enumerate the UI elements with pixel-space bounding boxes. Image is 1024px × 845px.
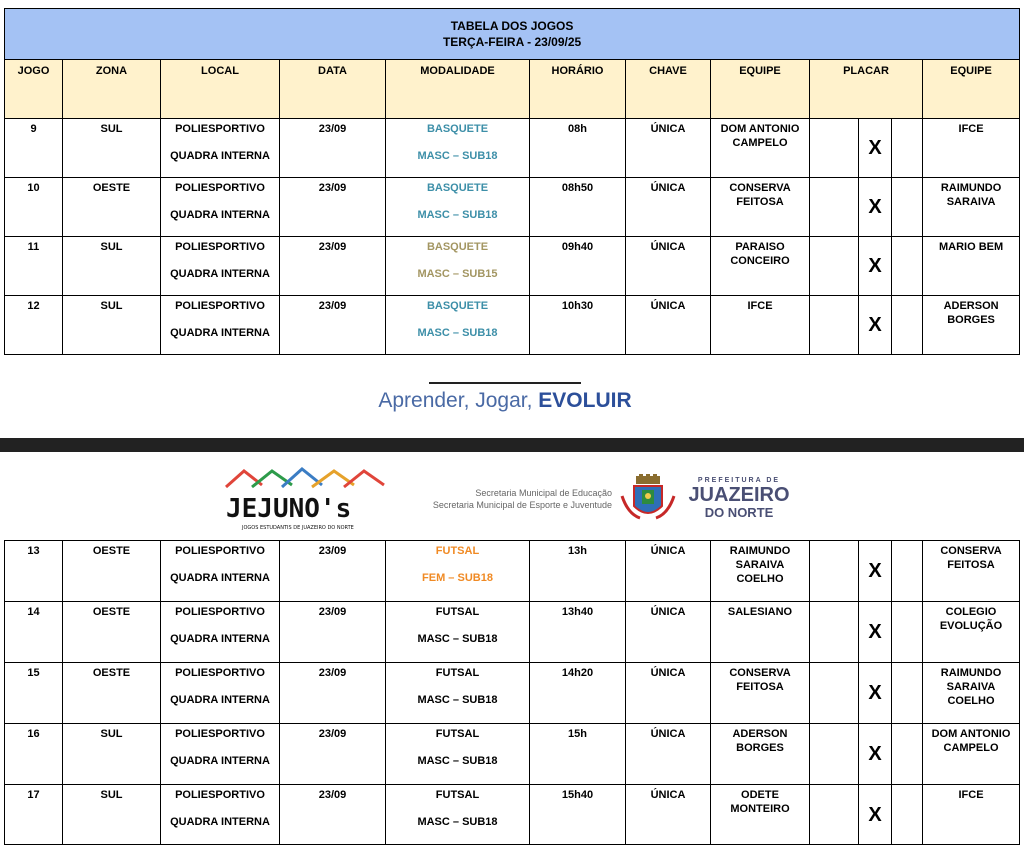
local-line-1: POLIESPORTIVO [175, 789, 265, 801]
header-placar: PLACAR [810, 60, 923, 119]
placar-score-1 [810, 237, 859, 296]
placar-score-1 [810, 785, 859, 845]
cell-jogo [5, 785, 63, 845]
slogan-part2: EVOLUIR [538, 389, 632, 412]
placar-score-2 [892, 178, 923, 237]
horario-value: 13h [568, 545, 587, 557]
cell-modalidade [386, 602, 530, 663]
header-data: DATA [280, 60, 386, 119]
header-chave: CHAVE [626, 60, 711, 119]
equipe-1-name: IFCE [747, 300, 773, 312]
jogo-number: 16 [27, 728, 40, 740]
prefeitura-logo [684, 477, 794, 519]
versus-mark: X [868, 196, 882, 218]
cell-jogo [5, 724, 63, 785]
cell-versus [859, 296, 892, 355]
local-line-1: POLIESPORTIVO [175, 728, 265, 740]
cell-versus [859, 785, 892, 845]
placar-score-1 [810, 602, 859, 663]
placar-score-2 [892, 237, 923, 296]
placar-score-2 [892, 296, 923, 355]
cell-zona [63, 663, 161, 724]
games-bottom-body [5, 541, 1020, 845]
cell-chave [626, 785, 711, 845]
cell-local [161, 119, 280, 178]
table-subtitle: TERÇA-FEIRA - 23/09/25 [442, 35, 582, 49]
cell-local [161, 178, 280, 237]
cell-local [161, 541, 280, 602]
header-zona: ZONA [63, 60, 161, 119]
jogo-number: 15 [27, 667, 40, 679]
header-row [5, 60, 1020, 119]
cell-jogo [5, 296, 63, 355]
cell-data [280, 296, 386, 355]
local-line-2: QUADRA INTERNA [170, 694, 270, 706]
cell-horario [530, 296, 626, 355]
versus-mark: X [868, 137, 882, 159]
cell-jogo [5, 541, 63, 602]
chave-value: ÚNICA [650, 241, 686, 253]
modalidade-line-1: FUTSAL [435, 789, 480, 801]
chave-value: ÚNICA [650, 300, 686, 312]
cell-jogo [5, 663, 63, 724]
local-line-2: QUADRA INTERNA [170, 268, 270, 280]
zona-value: SUL [100, 241, 123, 253]
cell-zona [63, 119, 161, 178]
horario-value: 14h20 [561, 667, 594, 679]
placar-score-2 [892, 119, 923, 178]
table-title-banner [5, 9, 1020, 60]
page-divider-band [0, 438, 1024, 452]
cell-equipe-2 [923, 296, 1020, 355]
equipe-1-name: ADERSON BORGES [732, 728, 788, 754]
modalidade-line-1: FUTSAL [435, 606, 480, 618]
table-row [5, 785, 1020, 845]
cell-versus [859, 237, 892, 296]
cell-local [161, 237, 280, 296]
equipe-2-name: CONSERVA FEITOSA [940, 545, 1002, 571]
local-line-1: POLIESPORTIVO [175, 545, 265, 557]
modalidade-line-1: BASQUETE [426, 241, 489, 253]
cell-equipe-2 [923, 541, 1020, 602]
header-jogo: JOGO [5, 60, 63, 119]
modalidade-line-2: MASC – SUB15 [417, 268, 498, 280]
cell-equipe-1 [711, 541, 810, 602]
city-coat-of-arms-icon [620, 474, 676, 524]
prefeitura-line-1: PREFEITURA DE [697, 477, 781, 484]
equipe-2-name: DOM ANTONIO CAMPELO [931, 728, 1011, 754]
equipe-1-name: PARAISO CONCEIRO [730, 241, 790, 267]
data-value: 23/09 [318, 606, 347, 618]
versus-mark: X [868, 621, 882, 643]
placar-score-2 [892, 602, 923, 663]
horario-value: 08h [568, 123, 587, 135]
jejunos-logo [222, 465, 397, 533]
data-value: 23/09 [318, 123, 347, 135]
cell-data [280, 663, 386, 724]
cell-data [280, 119, 386, 178]
cell-local [161, 785, 280, 845]
cell-versus [859, 663, 892, 724]
modalidade-line-1: FUTSAL [435, 728, 480, 740]
horario-value: 08h50 [561, 182, 594, 194]
table-row [5, 541, 1020, 602]
jogo-number: 9 [30, 123, 37, 135]
jogo-number: 17 [27, 789, 40, 801]
games-top-body [5, 119, 1020, 355]
cell-chave [626, 724, 711, 785]
cell-zona [63, 602, 161, 663]
cell-modalidade [386, 663, 530, 724]
cell-data [280, 541, 386, 602]
cell-jogo [5, 178, 63, 237]
local-line-2: QUADRA INTERNA [170, 633, 270, 645]
jogo-number: 14 [27, 606, 40, 618]
cell-data [280, 785, 386, 845]
cell-zona [63, 237, 161, 296]
placar-score-1 [810, 663, 859, 724]
cell-data [280, 724, 386, 785]
logo-subtitle: JOGOS ESTUDANTIS DE JUAZEIRO DO NORTE [242, 525, 354, 531]
slogan [0, 389, 1010, 413]
local-line-2: QUADRA INTERNA [170, 209, 270, 221]
zona-value: SUL [100, 123, 123, 135]
cell-modalidade [386, 541, 530, 602]
placar-score-2 [892, 724, 923, 785]
table-row [5, 663, 1020, 724]
cell-horario [530, 119, 626, 178]
modalidade-line-2: MASC – SUB18 [417, 633, 498, 645]
cell-jogo [5, 119, 63, 178]
equipe-1-name: SALESIANO [727, 606, 793, 618]
cell-equipe-2 [923, 602, 1020, 663]
equipe-1-name: DOM ANTONIO CAMPELO [720, 123, 800, 149]
header-equipe-1: EQUIPE [711, 60, 810, 119]
cell-versus [859, 119, 892, 178]
chave-value: ÚNICA [650, 123, 686, 135]
cell-zona [63, 785, 161, 845]
cell-versus [859, 724, 892, 785]
equipe-1-name: CONSERVA FEITOSA [729, 182, 791, 208]
cell-chave [626, 119, 711, 178]
cell-modalidade [386, 724, 530, 785]
cell-versus [859, 602, 892, 663]
table-row [5, 119, 1020, 178]
secretaria-line-1: Secretaria Municipal de Educação [475, 488, 612, 498]
local-line-1: POLIESPORTIVO [175, 300, 265, 312]
zona-value: SUL [100, 300, 123, 312]
header-local: LOCAL [161, 60, 280, 119]
horario-value: 10h30 [561, 300, 594, 312]
cell-horario [530, 541, 626, 602]
local-line-1: POLIESPORTIVO [175, 182, 265, 194]
local-line-2: QUADRA INTERNA [170, 572, 270, 584]
modalidade-line-2: MASC – SUB18 [417, 816, 498, 828]
header-equipe-2: EQUIPE [923, 60, 1020, 119]
cell-horario [530, 663, 626, 724]
header-modalidade: MODALIDADE [386, 60, 530, 119]
modalidade-line-2: MASC – SUB18 [417, 755, 498, 767]
cell-local [161, 296, 280, 355]
local-line-1: POLIESPORTIVO [175, 606, 265, 618]
jogo-number: 13 [27, 545, 40, 557]
equipe-1-name: CONSERVA FEITOSA [729, 667, 791, 693]
zona-value: SUL [100, 728, 123, 740]
equipe-2-name: RAIMUNDO SARAIVA COELHO [940, 667, 1002, 707]
table-row [5, 602, 1020, 663]
chave-value: ÚNICA [650, 789, 686, 801]
cell-equipe-1 [711, 785, 810, 845]
versus-mark: X [868, 743, 882, 765]
cell-local [161, 602, 280, 663]
cell-equipe-1 [711, 237, 810, 296]
data-value: 23/09 [318, 728, 347, 740]
chave-value: ÚNICA [650, 545, 686, 557]
cell-equipe-2 [923, 237, 1020, 296]
chave-value: ÚNICA [650, 606, 686, 618]
placar-score-2 [892, 663, 923, 724]
local-line-1: POLIESPORTIVO [175, 241, 265, 253]
secretaria-line-2: Secretaria Municipal de Esporte e Juventude [432, 500, 612, 510]
table-row [5, 178, 1020, 237]
prefeitura-line-2: JUAZEIRO [688, 484, 790, 506]
cell-zona [63, 296, 161, 355]
versus-mark: X [868, 314, 882, 336]
cell-chave [626, 663, 711, 724]
versus-mark: X [868, 803, 882, 826]
modalidade-line-1: BASQUETE [426, 182, 489, 194]
modalidade-line-1: BASQUETE [426, 123, 489, 135]
separator-line [429, 382, 581, 384]
cell-equipe-2 [923, 785, 1020, 845]
placar-score-1 [810, 541, 859, 602]
horario-value: 15h40 [561, 789, 594, 801]
cell-equipe-1 [711, 296, 810, 355]
horario-value: 13h40 [561, 606, 594, 618]
prefeitura-line-3: DO NORTE [704, 505, 774, 520]
cell-chave [626, 541, 711, 602]
data-value: 23/09 [318, 241, 347, 253]
cell-chave [626, 178, 711, 237]
cell-jogo [5, 602, 63, 663]
chave-value: ÚNICA [650, 182, 686, 194]
table-row [5, 296, 1020, 355]
modalidade-line-2: MASC – SUB18 [417, 694, 498, 706]
cell-versus [859, 178, 892, 237]
modalidade-line-2: FEM – SUB18 [422, 572, 493, 584]
cell-data [280, 602, 386, 663]
local-line-2: QUADRA INTERNA [170, 327, 270, 339]
cell-local [161, 663, 280, 724]
local-line-1: POLIESPORTIVO [175, 123, 265, 135]
zona-value: SUL [100, 789, 123, 801]
zona-value: OESTE [92, 667, 131, 679]
horario-value: 09h40 [561, 241, 594, 253]
equipe-2-name: RAIMUNDO SARAIVA [940, 182, 1002, 208]
equipe-2-name: ADERSON BORGES [943, 300, 999, 326]
versus-mark: X [868, 560, 882, 582]
cell-data [280, 237, 386, 296]
equipe-2-name: IFCE [958, 789, 984, 801]
modalidade-line-2: MASC – SUB18 [417, 150, 498, 162]
local-line-2: QUADRA INTERNA [170, 816, 270, 828]
cell-equipe-2 [923, 178, 1020, 237]
cell-modalidade [386, 178, 530, 237]
slogan-part1: Aprender, Jogar, [378, 389, 539, 412]
header-horario: HORÁRIO [530, 60, 626, 119]
cell-chave [626, 296, 711, 355]
versus-mark: X [868, 682, 882, 704]
equipe-2-name: MARIO BEM [938, 241, 1004, 253]
table-title: TABELA DOS JOGOS [450, 19, 574, 33]
games-table-bottom [4, 540, 1020, 845]
cell-modalidade [386, 237, 530, 296]
placar-score-1 [810, 119, 859, 178]
cell-local [161, 724, 280, 785]
cell-equipe-1 [711, 119, 810, 178]
cell-modalidade [386, 785, 530, 845]
equipe-2-name: IFCE [958, 123, 984, 135]
zona-value: OESTE [92, 182, 131, 194]
cell-zona [63, 541, 161, 602]
data-value: 23/09 [318, 789, 347, 801]
modalidade-line-1: BASQUETE [426, 300, 489, 312]
cell-equipe-2 [923, 724, 1020, 785]
cell-jogo [5, 237, 63, 296]
placar-score-1 [810, 724, 859, 785]
table-row [5, 237, 1020, 296]
cell-horario [530, 724, 626, 785]
versus-mark: X [868, 255, 882, 277]
cell-horario [530, 178, 626, 237]
cell-horario [530, 237, 626, 296]
jogo-number: 10 [27, 182, 40, 194]
cell-modalidade [386, 119, 530, 178]
modalidade-line-1: FUTSAL [435, 545, 480, 557]
cell-versus [859, 541, 892, 602]
games-table-top [4, 8, 1020, 355]
local-line-2: QUADRA INTERNA [170, 755, 270, 767]
modalidade-line-2: MASC – SUB18 [417, 327, 498, 339]
data-value: 23/09 [318, 667, 347, 679]
cell-equipe-1 [711, 178, 810, 237]
secretaria-text [418, 487, 612, 511]
cell-equipe-2 [923, 663, 1020, 724]
jogo-number: 11 [27, 241, 40, 253]
cell-equipe-1 [711, 602, 810, 663]
equipe-2-name: COLEGIO EVOLUÇÃO [939, 606, 1003, 632]
equipe-1-name: ODETE MONTEIRO [730, 789, 790, 815]
cell-horario [530, 602, 626, 663]
zona-value: OESTE [92, 545, 131, 557]
local-line-2: QUADRA INTERNA [170, 150, 270, 162]
placar-score-2 [892, 541, 923, 602]
data-value: 23/09 [318, 545, 347, 557]
cell-zona [63, 724, 161, 785]
chave-value: ÚNICA [650, 667, 686, 679]
logo-title: JEJUNO's [226, 494, 352, 524]
cell-modalidade [386, 296, 530, 355]
cell-data [280, 178, 386, 237]
data-value: 23/09 [318, 182, 347, 194]
cell-zona [63, 178, 161, 237]
cell-equipe-2 [923, 119, 1020, 178]
horario-value: 15h [568, 728, 587, 740]
placar-score-1 [810, 296, 859, 355]
chave-value: ÚNICA [650, 728, 686, 740]
placar-score-2 [892, 785, 923, 845]
cell-equipe-1 [711, 663, 810, 724]
modalidade-line-2: MASC – SUB18 [417, 209, 498, 221]
jogo-number: 12 [27, 300, 40, 312]
equipe-1-name: RAIMUNDO SARAIVA COELHO [729, 545, 791, 585]
local-line-1: POLIESPORTIVO [175, 667, 265, 679]
data-value: 23/09 [318, 300, 347, 312]
cell-chave [626, 237, 711, 296]
modalidade-line-1: FUTSAL [435, 667, 480, 679]
placar-score-1 [810, 178, 859, 237]
cell-chave [626, 602, 711, 663]
cell-horario [530, 785, 626, 845]
zona-value: OESTE [92, 606, 131, 618]
table-row [5, 724, 1020, 785]
cell-equipe-1 [711, 724, 810, 785]
